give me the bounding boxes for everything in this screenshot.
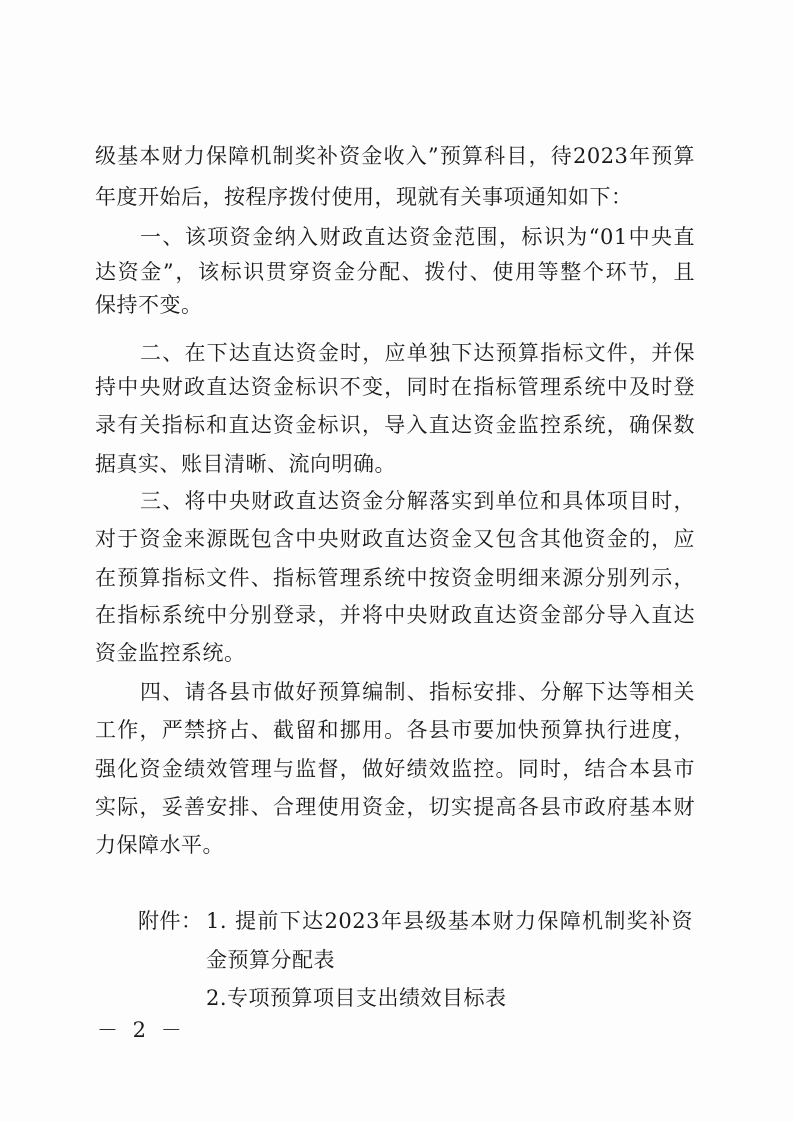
attachments-label: 附件： <box>138 909 203 933</box>
paragraph-4-line-4: 实际，妥善安排、合理使用资金，切实提高各县市政府基本财 <box>95 795 695 819</box>
paragraph-4-line-5: 力保障水平。 <box>95 833 224 857</box>
attachment-2: 2.专项预算项目支出绩效目标表 <box>206 986 507 1010</box>
paragraph-2-line-3: 录有关指标和直达资金标识，导入直达资金监控系统，确保数 <box>95 413 695 437</box>
paragraph-1-line-1: 一、该项资金纳入财政直达资金范围，标识为“01中央直 <box>140 225 695 249</box>
paragraph-4-line-1: 四、请各县市做好预算编制、指标安排、分解下达等相关 <box>140 680 695 704</box>
paragraph-3-line-3: 在预算指标文件、指标管理系统中按资金明细来源分别列示， <box>95 566 695 590</box>
paragraph-4-line-3: 强化资金绩效管理与监督，做好绩效监控。同时，结合本县市 <box>95 757 695 781</box>
paragraph-3-line-5: 资金监控系统。 <box>95 641 246 665</box>
attachment-1-line-1: 1. 提前下达2023年县级基本财力保障机制奖补资 <box>206 909 693 933</box>
paragraph-2-line-2: 持中央财政直达资金标识不变，同时在指标管理系统中及时登 <box>95 375 695 399</box>
body-line-2: 年度开始后，按程序拨付使用，现就有关事项通知如下： <box>95 185 633 209</box>
page-number: － 2 － <box>97 1018 186 1042</box>
paragraph-2-line-4: 据真实、账目清晰、流向明确。 <box>95 452 396 476</box>
paragraph-4-line-2: 工作，严禁挤占、截留和挪用。各县市要加快预算执行进度， <box>95 718 695 742</box>
paragraph-3-line-2: 对于资金来源既包含中央财政直达资金又包含其他资金的，应 <box>95 527 695 551</box>
paragraph-3-line-1: 三、将中央财政直达资金分解落实到单位和具体项目时， <box>140 489 695 513</box>
attachment-1-line-2: 金预算分配表 <box>206 948 335 972</box>
paragraph-2-line-1: 二、在下达直达资金时，应单独下达预算指标文件，并保 <box>140 341 695 365</box>
paragraph-3-line-4: 在指标系统中分别登录，并将中央财政直达资金部分导入直达 <box>95 603 695 627</box>
paragraph-1-line-2: 达资金”，该标识贯穿资金分配、拨付、使用等整个环节，且 <box>95 260 695 284</box>
paragraph-1-line-3: 保持不变。 <box>95 293 203 317</box>
body-line-1: 级基本财力保障机制奖补资金收入”预算科目，待2023年预算 <box>95 144 695 168</box>
